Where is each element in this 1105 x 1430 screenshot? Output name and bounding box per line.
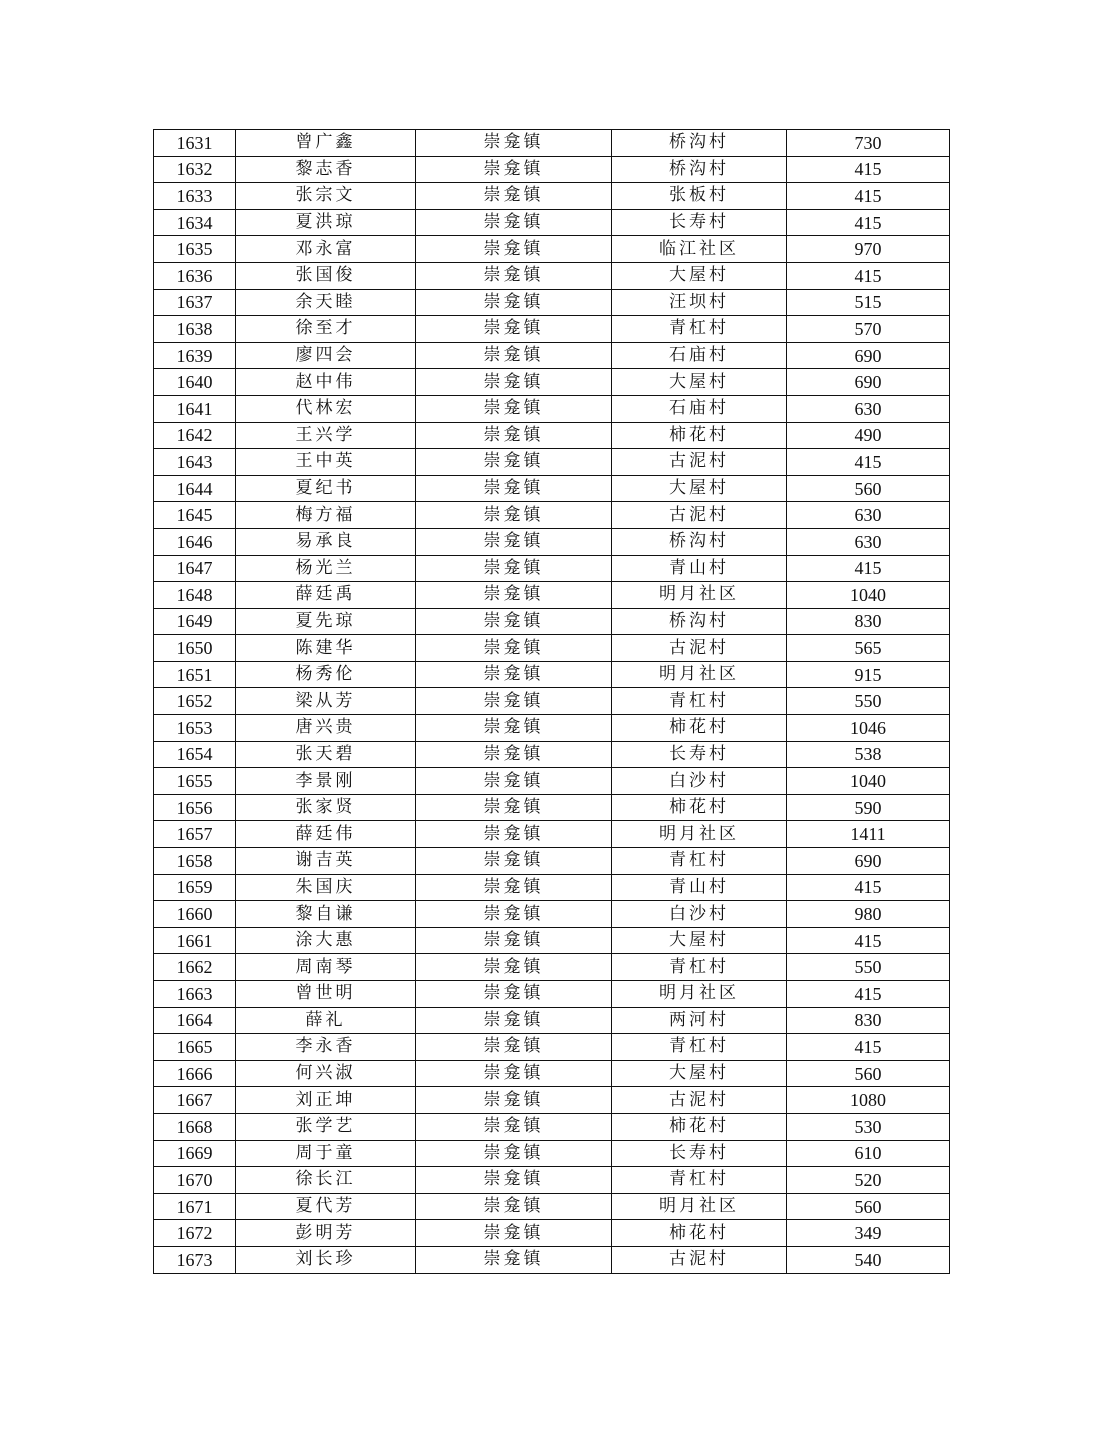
serial-number-cell: 1661	[154, 927, 236, 954]
table-row	[154, 1113, 950, 1140]
amount-cell: 550	[787, 688, 950, 715]
table-row	[154, 768, 950, 795]
amount-cell: 630	[787, 502, 950, 529]
amount-cell: 415	[787, 874, 950, 901]
town-cell: 崇龛镇	[416, 316, 612, 343]
town-cell: 崇龛镇	[416, 1246, 612, 1273]
table-row	[154, 1167, 950, 1194]
table-row	[154, 183, 950, 210]
amount-cell: 520	[787, 1167, 950, 1194]
amount-cell: 915	[787, 661, 950, 688]
town-cell: 崇龛镇	[416, 422, 612, 449]
village-cell: 大屋村	[612, 369, 787, 396]
name-cell: 李景刚	[236, 768, 416, 795]
name-cell: 张学艺	[236, 1113, 416, 1140]
village-cell: 白沙村	[612, 768, 787, 795]
village-cell: 两河村	[612, 1007, 787, 1034]
amount-cell: 415	[787, 209, 950, 236]
table-body	[154, 130, 950, 1274]
amount-cell: 730	[787, 130, 950, 157]
town-cell: 崇龛镇	[416, 874, 612, 901]
town-cell: 崇龛镇	[416, 1034, 612, 1061]
serial-number-cell: 1662	[154, 954, 236, 981]
name-cell: 周于童	[236, 1140, 416, 1167]
table-row	[154, 901, 950, 928]
town-cell: 崇龛镇	[416, 449, 612, 476]
village-cell: 大屋村	[612, 262, 787, 289]
amount-cell: 560	[787, 475, 950, 502]
name-cell: 夏纪书	[236, 475, 416, 502]
name-cell: 徐至才	[236, 316, 416, 343]
village-cell: 临江社区	[612, 236, 787, 263]
subsidy-table	[153, 129, 950, 1274]
serial-number-cell: 1641	[154, 395, 236, 422]
amount-cell: 560	[787, 1193, 950, 1220]
village-cell: 石庙村	[612, 395, 787, 422]
name-cell: 薛廷禹	[236, 582, 416, 609]
amount-cell: 415	[787, 449, 950, 476]
name-cell: 夏代芳	[236, 1193, 416, 1220]
table-row	[154, 449, 950, 476]
village-cell: 张板村	[612, 183, 787, 210]
serial-number-cell: 1652	[154, 688, 236, 715]
table-row	[154, 954, 950, 981]
amount-cell: 980	[787, 901, 950, 928]
village-cell: 明月社区	[612, 661, 787, 688]
amount-cell: 630	[787, 395, 950, 422]
name-cell: 陈建华	[236, 635, 416, 662]
table-row	[154, 661, 950, 688]
town-cell: 崇龛镇	[416, 1193, 612, 1220]
amount-cell: 550	[787, 954, 950, 981]
name-cell: 刘长珍	[236, 1246, 416, 1273]
serial-number-cell: 1671	[154, 1193, 236, 1220]
town-cell: 崇龛镇	[416, 502, 612, 529]
town-cell: 崇龛镇	[416, 741, 612, 768]
town-cell: 崇龛镇	[416, 582, 612, 609]
name-cell: 夏洪琼	[236, 209, 416, 236]
amount-cell: 415	[787, 927, 950, 954]
amount-cell: 490	[787, 422, 950, 449]
serial-number-cell: 1657	[154, 821, 236, 848]
village-cell: 柿花村	[612, 1220, 787, 1247]
table-row	[154, 582, 950, 609]
table-row	[154, 741, 950, 768]
table-row	[154, 369, 950, 396]
village-cell: 明月社区	[612, 821, 787, 848]
table-row	[154, 848, 950, 875]
town-cell: 崇龛镇	[416, 130, 612, 157]
serial-number-cell: 1666	[154, 1060, 236, 1087]
serial-number-cell: 1637	[154, 289, 236, 316]
serial-number-cell: 1673	[154, 1246, 236, 1273]
serial-number-cell: 1663	[154, 981, 236, 1008]
table-row	[154, 422, 950, 449]
name-cell: 何兴淑	[236, 1060, 416, 1087]
serial-number-cell: 1664	[154, 1007, 236, 1034]
name-cell: 张宗文	[236, 183, 416, 210]
serial-number-cell: 1644	[154, 475, 236, 502]
name-cell: 王中英	[236, 449, 416, 476]
village-cell: 桥沟村	[612, 156, 787, 183]
village-cell: 青杠村	[612, 316, 787, 343]
serial-number-cell: 1672	[154, 1220, 236, 1247]
table-row	[154, 342, 950, 369]
table-row	[154, 289, 950, 316]
town-cell: 崇龛镇	[416, 1007, 612, 1034]
village-cell: 明月社区	[612, 981, 787, 1008]
name-cell: 杨光兰	[236, 555, 416, 582]
table-row	[154, 794, 950, 821]
town-cell: 崇龛镇	[416, 209, 612, 236]
serial-number-cell: 1660	[154, 901, 236, 928]
amount-cell: 830	[787, 1007, 950, 1034]
name-cell: 薛廷伟	[236, 821, 416, 848]
amount-cell: 415	[787, 981, 950, 1008]
name-cell: 彭明芳	[236, 1220, 416, 1247]
table-row	[154, 715, 950, 742]
serial-number-cell: 1665	[154, 1034, 236, 1061]
amount-cell: 415	[787, 183, 950, 210]
town-cell: 崇龛镇	[416, 715, 612, 742]
town-cell: 崇龛镇	[416, 555, 612, 582]
table-row	[154, 688, 950, 715]
town-cell: 崇龛镇	[416, 768, 612, 795]
amount-cell: 590	[787, 794, 950, 821]
serial-number-cell: 1642	[154, 422, 236, 449]
town-cell: 崇龛镇	[416, 1087, 612, 1114]
name-cell: 张家贤	[236, 794, 416, 821]
town-cell: 崇龛镇	[416, 262, 612, 289]
village-cell: 明月社区	[612, 582, 787, 609]
town-cell: 崇龛镇	[416, 475, 612, 502]
village-cell: 汪坝村	[612, 289, 787, 316]
village-cell: 青杠村	[612, 688, 787, 715]
table-row	[154, 555, 950, 582]
village-cell: 石庙村	[612, 342, 787, 369]
table-row	[154, 316, 950, 343]
town-cell: 崇龛镇	[416, 395, 612, 422]
town-cell: 崇龛镇	[416, 688, 612, 715]
table-row	[154, 502, 950, 529]
village-cell: 古泥村	[612, 1246, 787, 1273]
serial-number-cell: 1656	[154, 794, 236, 821]
village-cell: 长寿村	[612, 1140, 787, 1167]
serial-number-cell: 1634	[154, 209, 236, 236]
village-cell: 青杠村	[612, 954, 787, 981]
amount-cell: 415	[787, 1034, 950, 1061]
village-cell: 大屋村	[612, 927, 787, 954]
name-cell: 杨秀伦	[236, 661, 416, 688]
village-cell: 青杠村	[612, 1034, 787, 1061]
serial-number-cell: 1659	[154, 874, 236, 901]
village-cell: 柿花村	[612, 422, 787, 449]
amount-cell: 538	[787, 741, 950, 768]
table-row	[154, 1060, 950, 1087]
table-row	[154, 262, 950, 289]
village-cell: 大屋村	[612, 1060, 787, 1087]
amount-cell: 515	[787, 289, 950, 316]
table-row	[154, 927, 950, 954]
name-cell: 谢吉英	[236, 848, 416, 875]
table-row	[154, 1087, 950, 1114]
village-cell: 青杠村	[612, 1167, 787, 1194]
name-cell: 刘正坤	[236, 1087, 416, 1114]
table-row	[154, 1034, 950, 1061]
serial-number-cell: 1658	[154, 848, 236, 875]
table-row	[154, 1193, 950, 1220]
village-cell: 柿花村	[612, 1113, 787, 1140]
name-cell: 唐兴贵	[236, 715, 416, 742]
serial-number-cell: 1669	[154, 1140, 236, 1167]
town-cell: 崇龛镇	[416, 981, 612, 1008]
town-cell: 崇龛镇	[416, 289, 612, 316]
village-cell: 长寿村	[612, 741, 787, 768]
name-cell: 梁从芳	[236, 688, 416, 715]
name-cell: 易承良	[236, 528, 416, 555]
serial-number-cell: 1647	[154, 555, 236, 582]
serial-number-cell: 1646	[154, 528, 236, 555]
serial-number-cell: 1648	[154, 582, 236, 609]
amount-cell: 1080	[787, 1087, 950, 1114]
serial-number-cell: 1633	[154, 183, 236, 210]
town-cell: 崇龛镇	[416, 156, 612, 183]
town-cell: 崇龛镇	[416, 954, 612, 981]
name-cell: 王兴学	[236, 422, 416, 449]
town-cell: 崇龛镇	[416, 528, 612, 555]
town-cell: 崇龛镇	[416, 848, 612, 875]
table-row	[154, 1140, 950, 1167]
table-row	[154, 236, 950, 263]
serial-number-cell: 1631	[154, 130, 236, 157]
amount-cell: 610	[787, 1140, 950, 1167]
amount-cell: 530	[787, 1113, 950, 1140]
village-cell: 青山村	[612, 874, 787, 901]
village-cell: 桥沟村	[612, 130, 787, 157]
village-cell: 桥沟村	[612, 528, 787, 555]
village-cell: 古泥村	[612, 502, 787, 529]
serial-number-cell: 1649	[154, 608, 236, 635]
table-row	[154, 1220, 950, 1247]
town-cell: 崇龛镇	[416, 369, 612, 396]
table-row	[154, 608, 950, 635]
town-cell: 崇龛镇	[416, 236, 612, 263]
amount-cell: 1046	[787, 715, 950, 742]
serial-number-cell: 1640	[154, 369, 236, 396]
amount-cell: 690	[787, 369, 950, 396]
amount-cell: 1040	[787, 768, 950, 795]
village-cell: 明月社区	[612, 1193, 787, 1220]
name-cell: 梅方福	[236, 502, 416, 529]
amount-cell: 349	[787, 1220, 950, 1247]
serial-number-cell: 1651	[154, 661, 236, 688]
town-cell: 崇龛镇	[416, 183, 612, 210]
name-cell: 薛礼	[236, 1007, 416, 1034]
serial-number-cell: 1668	[154, 1113, 236, 1140]
village-cell: 长寿村	[612, 209, 787, 236]
amount-cell: 830	[787, 608, 950, 635]
name-cell: 涂大惠	[236, 927, 416, 954]
serial-number-cell: 1653	[154, 715, 236, 742]
serial-number-cell: 1670	[154, 1167, 236, 1194]
amount-cell: 630	[787, 528, 950, 555]
name-cell: 徐长江	[236, 1167, 416, 1194]
town-cell: 崇龛镇	[416, 1060, 612, 1087]
table-row	[154, 1007, 950, 1034]
name-cell: 周南琴	[236, 954, 416, 981]
table-row	[154, 635, 950, 662]
table-row	[154, 395, 950, 422]
table-row	[154, 475, 950, 502]
amount-cell: 560	[787, 1060, 950, 1087]
serial-number-cell: 1667	[154, 1087, 236, 1114]
name-cell: 黎自谦	[236, 901, 416, 928]
name-cell: 邓永富	[236, 236, 416, 263]
serial-number-cell: 1639	[154, 342, 236, 369]
name-cell: 夏先琼	[236, 608, 416, 635]
name-cell: 黎志香	[236, 156, 416, 183]
table-row	[154, 1246, 950, 1273]
town-cell: 崇龛镇	[416, 794, 612, 821]
amount-cell: 415	[787, 262, 950, 289]
village-cell: 白沙村	[612, 901, 787, 928]
serial-number-cell: 1645	[154, 502, 236, 529]
town-cell: 崇龛镇	[416, 821, 612, 848]
town-cell: 崇龛镇	[416, 1167, 612, 1194]
table-row	[154, 156, 950, 183]
amount-cell: 690	[787, 848, 950, 875]
town-cell: 崇龛镇	[416, 342, 612, 369]
name-cell: 朱国庆	[236, 874, 416, 901]
name-cell: 赵中伟	[236, 369, 416, 396]
table-row	[154, 528, 950, 555]
serial-number-cell: 1635	[154, 236, 236, 263]
town-cell: 崇龛镇	[416, 927, 612, 954]
village-cell: 青山村	[612, 555, 787, 582]
amount-cell: 565	[787, 635, 950, 662]
name-cell: 张天碧	[236, 741, 416, 768]
amount-cell: 415	[787, 555, 950, 582]
name-cell: 廖四会	[236, 342, 416, 369]
amount-cell: 1040	[787, 582, 950, 609]
village-cell: 古泥村	[612, 449, 787, 476]
serial-number-cell: 1632	[154, 156, 236, 183]
name-cell: 余天睦	[236, 289, 416, 316]
serial-number-cell: 1650	[154, 635, 236, 662]
table-row	[154, 130, 950, 157]
village-cell: 桥沟村	[612, 608, 787, 635]
name-cell: 张国俊	[236, 262, 416, 289]
village-cell: 大屋村	[612, 475, 787, 502]
village-cell: 柿花村	[612, 794, 787, 821]
village-cell: 古泥村	[612, 635, 787, 662]
serial-number-cell: 1638	[154, 316, 236, 343]
town-cell: 崇龛镇	[416, 1220, 612, 1247]
serial-number-cell: 1654	[154, 741, 236, 768]
serial-number-cell: 1636	[154, 262, 236, 289]
amount-cell: 415	[787, 156, 950, 183]
amount-cell: 540	[787, 1246, 950, 1273]
serial-number-cell: 1643	[154, 449, 236, 476]
table-row	[154, 981, 950, 1008]
amount-cell: 690	[787, 342, 950, 369]
name-cell: 李永香	[236, 1034, 416, 1061]
table-row	[154, 209, 950, 236]
village-cell: 古泥村	[612, 1087, 787, 1114]
village-cell: 青杠村	[612, 848, 787, 875]
town-cell: 崇龛镇	[416, 901, 612, 928]
name-cell: 曾世明	[236, 981, 416, 1008]
table-row	[154, 874, 950, 901]
town-cell: 崇龛镇	[416, 608, 612, 635]
table-row	[154, 821, 950, 848]
town-cell: 崇龛镇	[416, 1113, 612, 1140]
amount-cell: 970	[787, 236, 950, 263]
serial-number-cell: 1655	[154, 768, 236, 795]
amount-cell: 1411	[787, 821, 950, 848]
name-cell: 代林宏	[236, 395, 416, 422]
town-cell: 崇龛镇	[416, 1140, 612, 1167]
amount-cell: 570	[787, 316, 950, 343]
town-cell: 崇龛镇	[416, 661, 612, 688]
name-cell: 曾广鑫	[236, 130, 416, 157]
town-cell: 崇龛镇	[416, 635, 612, 662]
village-cell: 柿花村	[612, 715, 787, 742]
